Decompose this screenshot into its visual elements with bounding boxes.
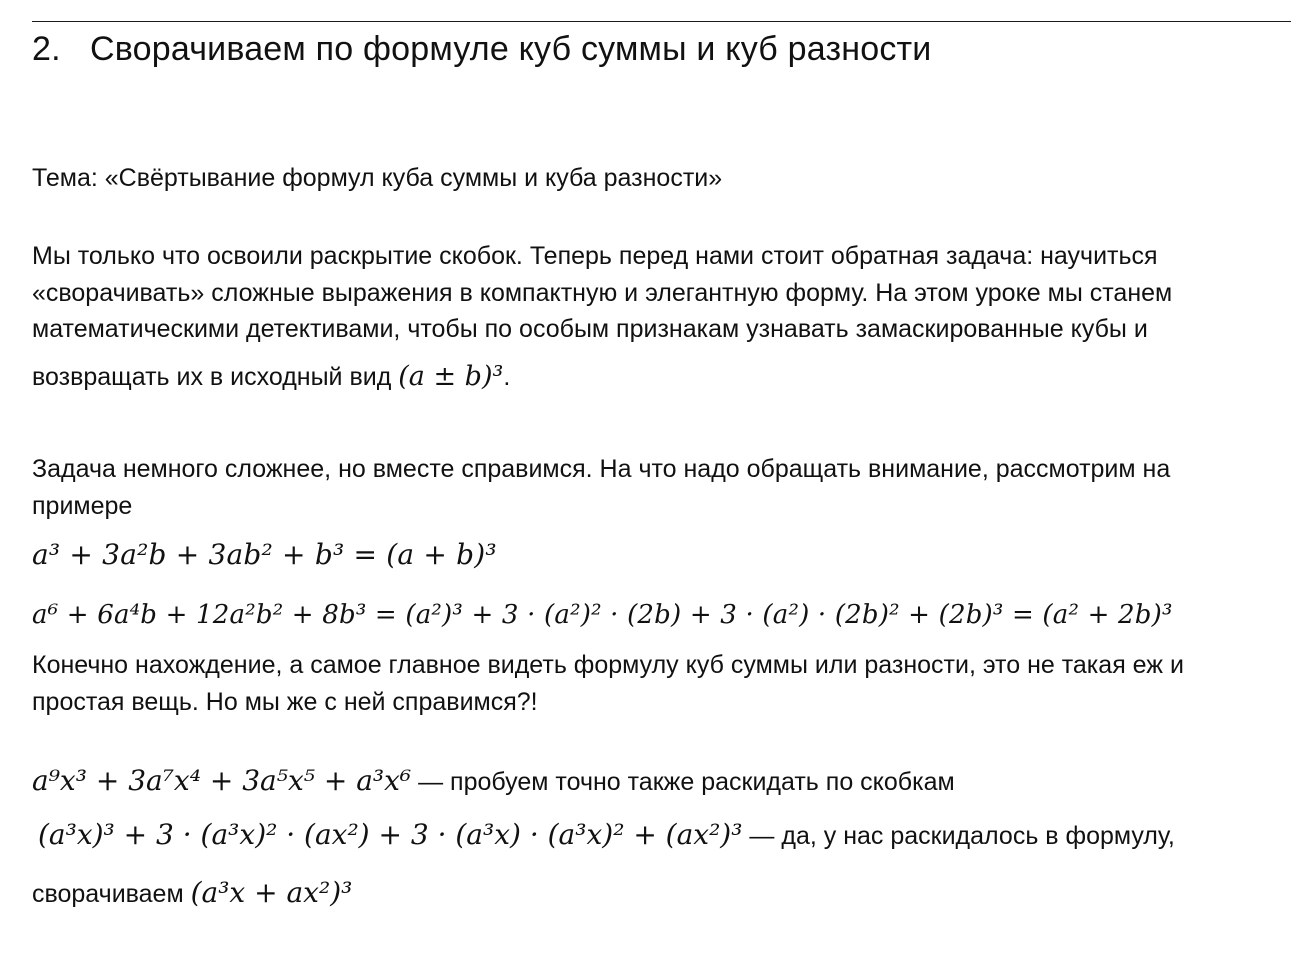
task-line-1: Задача немного сложнее, но вместе справимся. На что надо обращать внимание, рассмотрим на	[32, 455, 1171, 483]
formula-cube-sum: a³ + 3a²b + 3ab² + b³ = (a + b)³	[32, 538, 497, 571]
example-line-2	[38, 818, 1175, 851]
example-text-3: сворачиваем	[32, 880, 191, 908]
example-formula-3: (a³x + ax²)³	[190, 876, 353, 909]
intro-line-2: «сворачивать» сложные выражения в компактную и элегантную форму. На этом уроке мы станем	[32, 278, 1173, 307]
intro-paragraph	[32, 238, 1282, 395]
section-title: Сворачиваем по формуле куб суммы и куб разности	[90, 30, 932, 68]
example-formula-2: (a³x)³ + 3 · (a³x)² · (ax²) + 3 · (a³x) · (a³x)² + (ax²)³	[38, 818, 743, 851]
task-line-2: примере	[32, 491, 133, 520]
intro-line-3: математическими детективами, чтобы по особым признакам узнавать замаскированные кубы и	[32, 315, 1148, 343]
remark-line-2: простая вещь. Но мы же с ней справимся?!	[32, 687, 538, 716]
top-divider	[32, 21, 1291, 22]
example-line-1	[32, 764, 955, 797]
intro-formula: (a ± b)³	[398, 360, 504, 392]
example-text-1: — пробуем точно также раскидать по скобкам	[411, 768, 955, 796]
remark-line-1: Конечно нахождение, а самое главное видеть формулу куб суммы или разности, это не такая еж и	[32, 651, 1184, 679]
example-formula-1: a⁹x³ + 3a⁷x⁴ + 3a⁵x⁵ + a³x⁶	[32, 764, 412, 797]
remark-paragraph	[32, 647, 1282, 720]
section-heading	[32, 26, 932, 72]
task-paragraph	[32, 451, 1282, 524]
intro-line-4-end: .	[503, 362, 511, 391]
intro-line-4-text: возвращать их в исходный вид	[32, 362, 392, 391]
topic-line: Тема: «Свёртывание формул куба суммы и куба разности»	[32, 164, 723, 192]
intro-line-4	[32, 359, 1282, 396]
intro-line-1: Мы только что освоили раскрытие скобок. Теперь перед нами стоит обратная задача: научиться	[32, 242, 1158, 270]
formula-example-1: a⁶ + 6a⁴b + 12a²b² + 8b³ = (a²)³ + 3 · (a²)² · (2b) + 3 · (a²) · (2b)² + (2b)³ = (a² + 2b)³	[32, 600, 1173, 630]
example-text-2: — да, у нас раскидалось в формулу,	[742, 822, 1175, 850]
example-line-3	[32, 876, 352, 909]
section-number: 2.	[32, 30, 61, 68]
